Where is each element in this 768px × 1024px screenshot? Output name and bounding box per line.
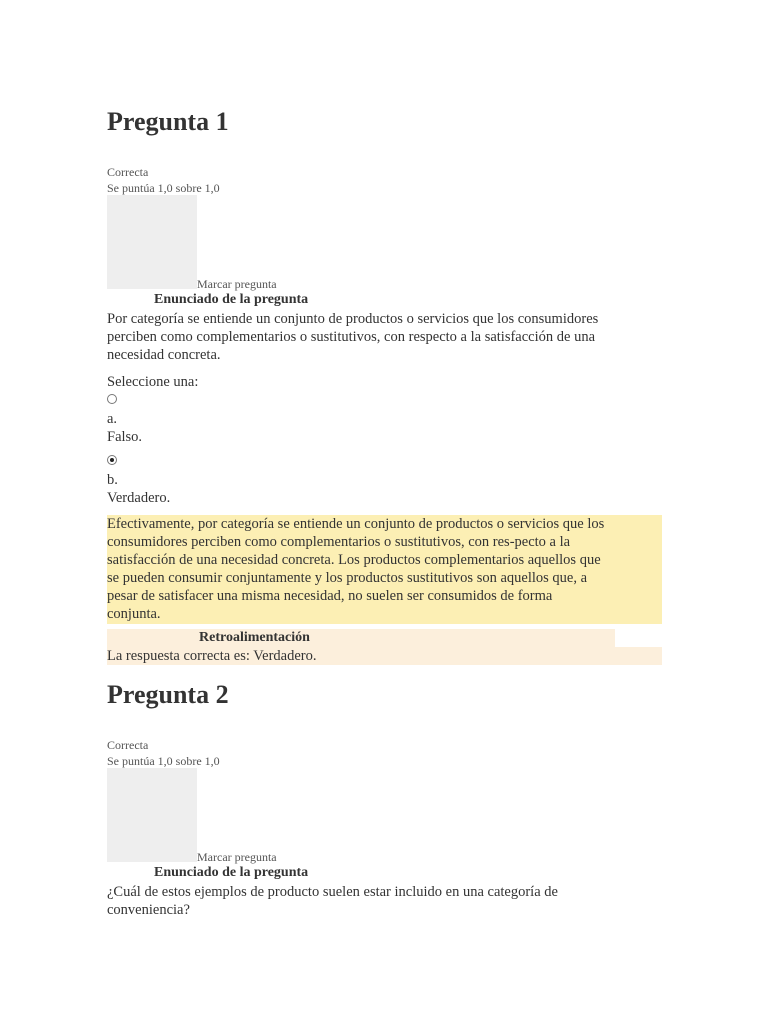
question-1-flag-image[interactable] — [107, 195, 197, 289]
question-2-status: Correcta — [107, 738, 149, 752]
specific-feedback-line: pesar de satisfacer una misma necesidad, no suelen ser consumidos de forma — [107, 588, 553, 604]
specific-feedback-line: Efectivamente, por categoría se entiende un conjunto de productos o servicios que los — [107, 516, 605, 532]
option-a-text[interactable]: Falso. — [107, 429, 143, 445]
question-2-title: Pregunta 2 — [107, 680, 229, 709]
feedback-heading-bar — [107, 629, 615, 647]
option-b-letter: b. — [107, 472, 118, 488]
question-2-text-line: conveniencia? — [107, 902, 190, 918]
specific-feedback-line: satisfacción de una necesidad concreta. Los productos complementarios aquellos que — [107, 552, 601, 568]
question-1-score: Se puntúa 1,0 sobre 1,0 — [107, 181, 220, 195]
option-a-letter: a. — [107, 411, 118, 427]
specific-feedback-line: conjunta. — [107, 606, 161, 622]
question-1-text — [107, 310, 662, 364]
correct-answer-feedback: La respuesta correcta es: Verdadero. — [107, 647, 662, 665]
question-1-text-line: necesidad concreta. — [107, 347, 221, 363]
select-one-label: Seleccione una: — [107, 374, 199, 390]
question-2-flag-image[interactable] — [107, 768, 197, 862]
question-1-text-line: perciben como complementarios o sustitutivos, con respecto a la satisfacción de una — [107, 329, 596, 345]
feedback-heading: Retroalimentación — [199, 630, 310, 645]
option-b-radio[interactable] — [107, 455, 117, 465]
question-1-status: Correcta — [107, 165, 149, 179]
question-2-score: Se puntúa 1,0 sobre 1,0 — [107, 754, 220, 768]
question-1-text-line: Por categoría se entiende un conjunto de productos o servicios que los consumidores — [107, 311, 599, 327]
specific-feedback-line: consumidores perciben como complementarios o sustitutivos, con res-pecto a la — [107, 534, 571, 550]
question-2-text-line: ¿Cuál de estos ejemplos de producto suelen estar incluido en una categoría de — [107, 884, 558, 900]
option-a-radio[interactable] — [107, 394, 117, 404]
question-2-statement-heading: Enunciado de la pregunta — [154, 865, 309, 880]
question-1-flag-link[interactable]: Marcar pregunta — [197, 277, 277, 291]
question-1-statement-heading: Enunciado de la pregunta — [154, 292, 309, 307]
specific-feedback-line: se pueden consumir conjuntamente y los productos sustitutivos son aquellos que, a — [107, 570, 588, 586]
specific-feedback — [107, 515, 662, 624]
question-1-title: Pregunta 1 — [107, 107, 229, 136]
question-2-flag-link[interactable]: Marcar pregunta — [197, 850, 277, 864]
question-2-text — [107, 883, 662, 919]
option-b-text[interactable]: Verdadero. — [107, 490, 171, 506]
